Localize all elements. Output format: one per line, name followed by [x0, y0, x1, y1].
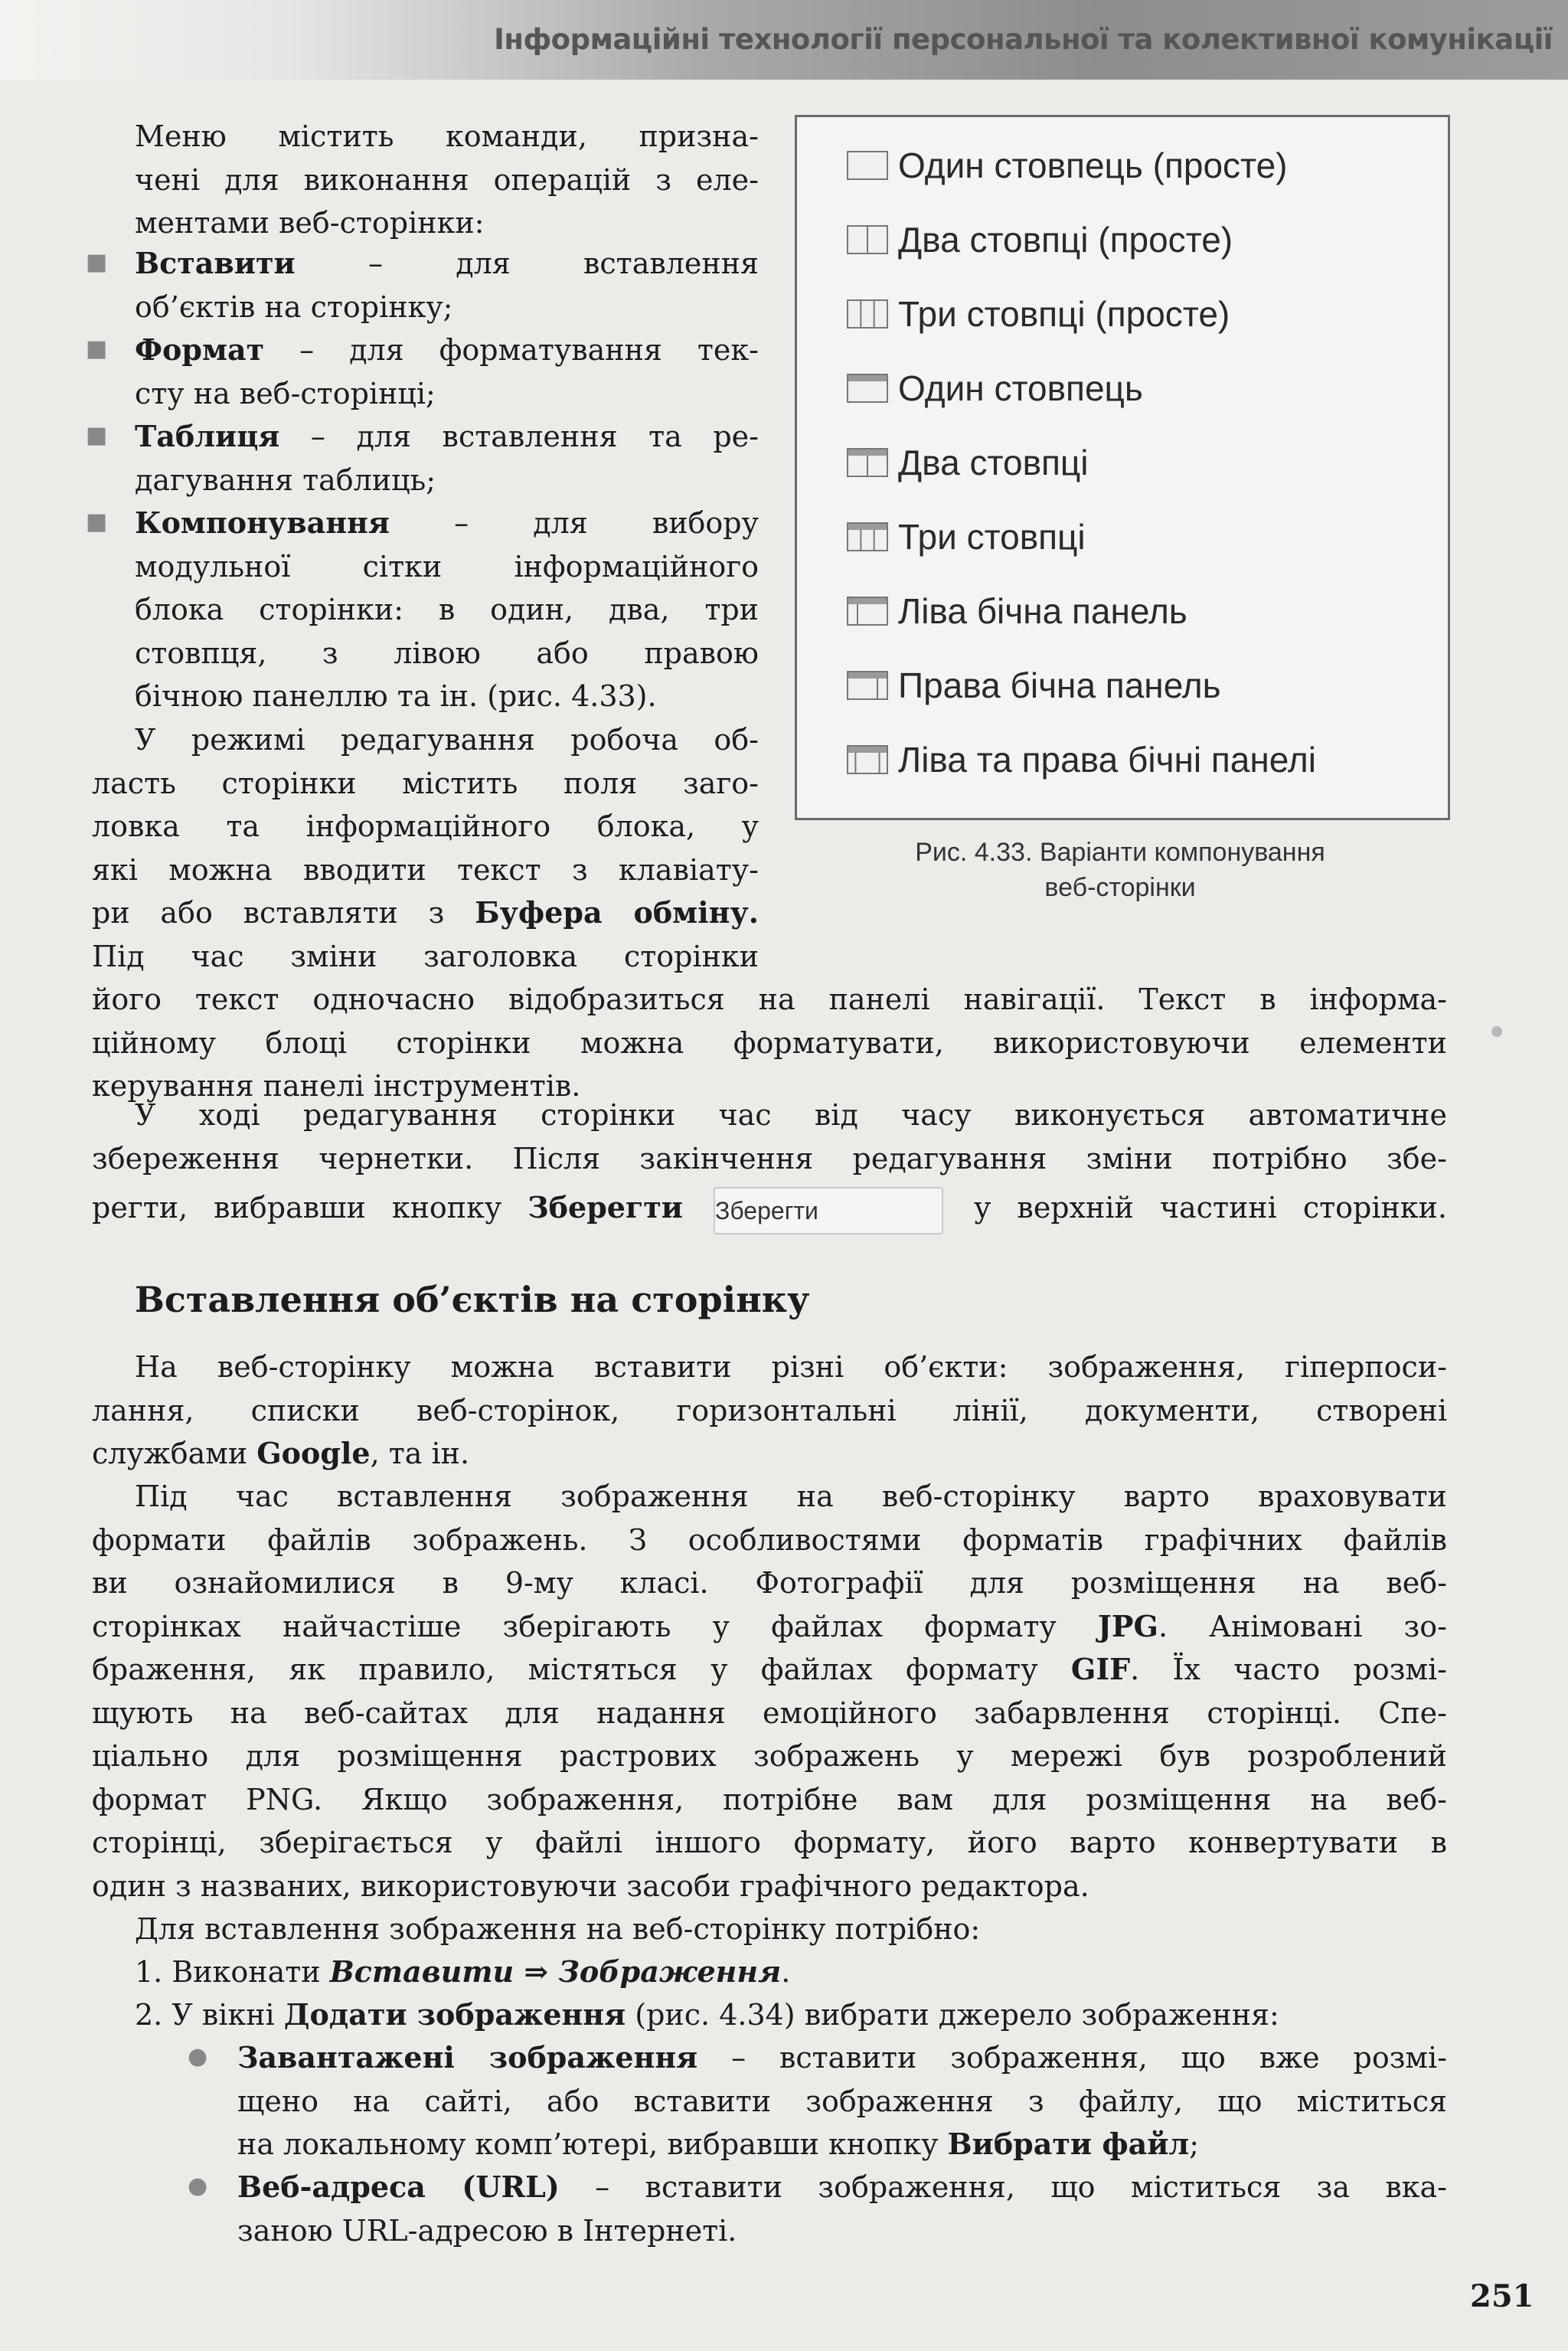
- text-line: ціально для розміщення растрових зображень у мережі був розроблений: [92, 1739, 1447, 1773]
- layout-option-8[interactable]: [844, 659, 1221, 712]
- source-url: [237, 2166, 1447, 2252]
- text-line: блока сторінки: в один, два, три: [135, 593, 759, 626]
- text-run: службами: [92, 1437, 257, 1470]
- source-term: Завантажені зображення: [237, 2040, 698, 2075]
- step-2: [135, 1993, 1447, 2037]
- text-run: . Анімовані зо-: [1158, 1609, 1447, 1643]
- figure-caption: [795, 835, 1446, 905]
- text-run: Виконати: [172, 1955, 330, 1989]
- command-desc: – для вставлення та ре-: [279, 420, 759, 453]
- text-line: Під час зміни заголовка сторінки: [92, 939, 759, 973]
- text-line: ційному блоці сторінки можна форматувати, використовуючи елементи: [92, 1025, 1447, 1060]
- command-term: Таблиця: [135, 419, 280, 453]
- caption-line: веб-сторінки: [1044, 873, 1196, 902]
- text-run: ри або вставляти з: [92, 896, 475, 930]
- step-1: [135, 1950, 1447, 1994]
- running-header-title: Інформаційні технології персональної та колективної комунікації: [494, 23, 1553, 56]
- text-line: збереження чернетки. Після закінчення редагування зміни потрібно збе-: [92, 1141, 1447, 1176]
- text-run: ;: [1189, 2127, 1199, 2161]
- bullet-marker: ●: [188, 2043, 208, 2070]
- text-line: стовпця, з лівою або правою: [135, 636, 759, 670]
- formats-paragraph: [92, 1475, 1447, 1908]
- autosave-paragraph: [92, 1094, 1447, 1235]
- text-run: сторінках найчастіше зберігають у файлах формату: [92, 1609, 1098, 1643]
- bullet-marker: ●: [188, 2173, 208, 2199]
- layout-option-3[interactable]: [844, 287, 1230, 341]
- command-term: Вставити: [135, 246, 296, 280]
- text-line: щують на веб-сайтах для надання емоційного забарвлення сторінці. Спе-: [92, 1695, 1447, 1730]
- text-run: браження, як правило, містяться у файлах формату: [92, 1653, 1071, 1686]
- command-term: Формат: [135, 332, 265, 367]
- text-line: формати файлів зображень. З особливостями форматів графічних файлів: [92, 1522, 1447, 1557]
- layout-option-label: Ліва бічна панель: [898, 591, 1187, 631]
- choose-file-term: Вибрати файл: [947, 2127, 1190, 2161]
- save-button[interactable]: Зберегти: [714, 1187, 943, 1234]
- text-line: які можна вводити текст з клавіату-: [92, 852, 759, 887]
- command-desc-cont: дагування таблиць;: [135, 463, 436, 497]
- text-run: – вставити зображення, що міститься за вка-: [559, 2170, 1447, 2204]
- layout-option-7[interactable]: [844, 584, 1187, 638]
- layout-one-column-simple-icon: [844, 149, 890, 182]
- scan-artifact-dot: [1491, 1026, 1502, 1037]
- text-line: На веб-сторінку можна вставити різні об’єкти: зображення, гіперпоси-: [135, 1350, 1447, 1384]
- text-run: . Їх часто розмі-: [1130, 1653, 1447, 1686]
- layout-three-columns-simple-icon: [844, 297, 890, 331]
- objects-paragraph: [92, 1346, 1447, 1476]
- running-header-band: [0, 0, 1568, 80]
- text-line: У режимі редагування робоча об-: [135, 723, 759, 757]
- editing-paragraph-wide: [92, 978, 1447, 1108]
- text-run: (рис. 4.34) вибрати джерело зображення:: [626, 1998, 1279, 2032]
- text-line: ловка та інформаційного блока, у: [92, 809, 759, 843]
- command-desc: – для вибору: [389, 506, 759, 540]
- text-line: лання, списки веб-сторінок, горизонтальні лінії, документи, створені: [92, 1393, 1447, 1427]
- jpg-term: JPG: [1097, 1608, 1158, 1643]
- command-item-layout: [135, 502, 759, 718]
- caption-line: Рис. 4.33. Варіанти компонування: [915, 838, 1325, 867]
- text-line: ви ознайомилися в 9-му класі. Фотографії для розміщення на веб-: [92, 1566, 1447, 1600]
- text-line: щено на сайті, або вставити зображення з файлу, що міститься: [237, 2084, 1447, 2118]
- save-term: Зберегти: [528, 1190, 683, 1225]
- text-line: Під час вставлення зображення на веб-сторінку варто враховувати: [135, 1480, 1447, 1513]
- text-run: на локальному комп’ютері, вибравши кнопку: [237, 2127, 948, 2161]
- layout-option-6[interactable]: [844, 510, 1086, 564]
- text-run: .: [781, 1955, 791, 1989]
- editing-paragraph-narrow: [92, 718, 759, 978]
- command-desc-cont: об’єктів на сторінку;: [135, 289, 453, 324]
- page-number: 251: [1470, 2278, 1534, 2314]
- step-number: 2.: [135, 1998, 163, 2032]
- clipboard-term: Буфера обміну.: [475, 895, 759, 930]
- command-item-format: [135, 329, 759, 415]
- layout-option-label: Три стовпці: [898, 517, 1086, 557]
- dialog-name: Додати зображення: [283, 1997, 626, 2032]
- text-line: ментами веб-сторінки:: [135, 206, 485, 240]
- layout-option-label: Два стовпці: [898, 443, 1089, 482]
- layout-option-1[interactable]: [844, 139, 1288, 192]
- gif-term: GIF: [1070, 1652, 1131, 1686]
- intro-paragraph: [135, 115, 759, 245]
- source-term: Веб-адреса (URL): [237, 2170, 560, 2204]
- google-term: Google: [256, 1436, 371, 1470]
- command-item-table: [135, 415, 759, 502]
- layout-option-9[interactable]: [844, 733, 1316, 786]
- command-desc: – для вставлення: [295, 247, 759, 280]
- layout-option-label: Три стовпці (просте): [898, 294, 1230, 334]
- layout-option-label: Права бічна панель: [898, 665, 1221, 705]
- text-run: У вікні: [172, 1998, 284, 2032]
- bullet-marker: ■: [86, 508, 108, 535]
- command-item-insert: [135, 242, 759, 329]
- text-line: його текст одночасно відобразиться на панелі навігації. Текст в інформа-: [92, 983, 1447, 1016]
- text-line: керування панелі інструментів.: [92, 1069, 581, 1103]
- text-line: бічною панеллю та ін. (рис. 4.33).: [135, 679, 657, 713]
- layout-two-columns-simple-icon: [844, 223, 890, 257]
- step-number: 1.: [135, 1955, 163, 1989]
- text-run: – вставити зображення, що вже розмі-: [697, 2041, 1447, 2075]
- text-line: У ході редагування сторінки час від часу виконується автоматичне: [135, 1098, 1447, 1132]
- layout-option-4[interactable]: [844, 361, 1143, 415]
- text-run: , та ін.: [370, 1437, 470, 1470]
- text-line: один з названих, використовуючи засоби графічного редактора.: [92, 1869, 1089, 1903]
- command-desc-cont: модульної сітки інформаційного: [135, 549, 759, 584]
- steps-intro: Для вставлення зображення на веб-сторінку потрібно:: [135, 1912, 981, 1946]
- text-run: у верхній частині сторінки.: [974, 1191, 1447, 1225]
- layout-option-2[interactable]: [844, 213, 1233, 266]
- text-line: заною URL-адресою в Інтернеті.: [237, 2213, 737, 2248]
- layout-option-label: Ліва та права бічні панелі: [898, 740, 1316, 780]
- command-term: Компонування: [135, 505, 390, 540]
- text-line: ласть сторінки містить поля заго-: [92, 766, 759, 800]
- layout-both-sidebars-icon: [844, 743, 890, 777]
- bullet-marker: ■: [86, 422, 108, 449]
- layout-left-sidebar-icon: [844, 594, 890, 628]
- layout-option-label: Один стовпець: [898, 368, 1143, 408]
- layout-right-sidebar-icon: [844, 669, 890, 702]
- command-desc: – для форматування тек-: [264, 333, 759, 367]
- text-line: чені для виконання операцій з еле-: [135, 162, 759, 197]
- menu-path: Вставити ⇒ Зображення: [329, 1954, 782, 1989]
- bullet-marker: ■: [86, 249, 108, 276]
- text-line: Меню містить команди, призна-: [135, 119, 759, 153]
- bullet-marker: ■: [86, 335, 108, 362]
- text-run: регти, вибравши кнопку: [92, 1191, 528, 1225]
- layout-three-columns-icon: [844, 520, 890, 554]
- source-uploaded: [237, 2036, 1447, 2166]
- section-heading: Вставлення об’єктів на сторінку: [135, 1279, 810, 1320]
- command-desc-cont: сту на веб-сторінці;: [135, 376, 436, 410]
- text-line: формат PNG. Якщо зображення, потрібне вам для розміщення на веб-: [92, 1782, 1447, 1816]
- layout-menu-figure: [795, 115, 1450, 820]
- layout-option-label: Два стовпці (просте): [898, 220, 1233, 260]
- layout-two-columns-icon: [844, 446, 890, 479]
- layout-option-label: Один стовпець (просте): [898, 146, 1288, 185]
- layout-one-column-icon: [844, 371, 890, 405]
- text-line: сторінці, зберігається у файлі іншого формату, його варто конвертувати в: [92, 1826, 1447, 1859]
- layout-option-5[interactable]: [844, 436, 1089, 489]
